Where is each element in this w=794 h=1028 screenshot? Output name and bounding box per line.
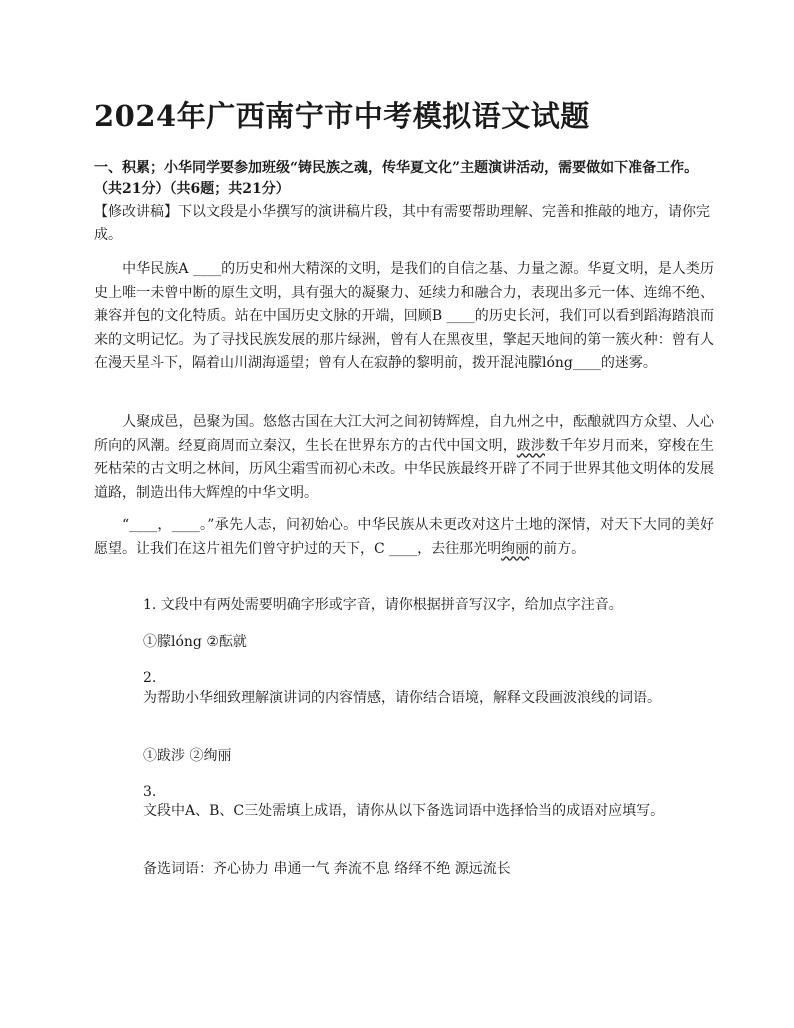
question-3-number: 3. <box>143 784 157 800</box>
question-2-number: 2. <box>143 670 157 686</box>
question-2: 为帮助小华细致理解演讲词的内容情感，请你结合语境，解释文段画波浪线的词语。 <box>143 690 661 706</box>
passage-text: “____，____。”承先人志，问初始心。中华民族从未更改对这片土地的深情，对天下大同的美好愿望。让我们在这片祖先们曾守护过的天下，C ____，去往那光明 <box>94 517 714 557</box>
passage-text: 就四方众望、人心所向的风潮。经夏商周而立秦汉，生长在世界东方的古代中国文明， <box>94 414 715 454</box>
question-3: 文段中A、B、C三处需填上成语，请你从以下备选词语中选择恰当的成语对应填写。 <box>143 803 665 819</box>
question-1: 1. 文段中有两处需要明确字形或字音，请你根据拼音写汉字，给加点字注音。 <box>143 597 623 613</box>
passage-text: 人聚成邑，邑聚为国。悠悠古国在大江大河之间初铸辉煌，自九州之中， <box>122 414 574 430</box>
passage-text: 数千年岁月而来，穿梭在生死枯荣的古文明之林间，历风尘霜雪而初心未改。中华民族最终开辟了不同于世界其他文明体的发展道路，制造出伟大辉煌的中华文明。 <box>94 437 715 501</box>
passage-text: 的前方。 <box>529 540 586 557</box>
wavy-underlined-term: 绚丽 <box>501 540 530 557</box>
passage-paragraph-2 <box>94 411 714 505</box>
question-2-items: ①跋涉 ②绚丽 <box>143 748 232 764</box>
wavy-underlined-term: 跋涉 <box>516 437 545 454</box>
marked-term: 酝酿 <box>573 414 602 430</box>
question-3-options: 备选词语：齐心协力 串通一气 奔流不息 络绎不绝 源远流长 <box>143 861 511 877</box>
section-heading: 一、积累；小华同学要参加班级“铸民族之魂，传华夏文化”主题演讲活动，需要做如下准备工作。（共21分）（共6题；共21分） <box>94 160 699 197</box>
section-intro: 【修改讲稿】下以文段是小华撰写的演讲稿片段，其中有需要帮助理解、完善和推敲的地方，请你完成。 <box>94 204 710 243</box>
passage-paragraph-1 <box>94 258 714 376</box>
question-1-items: ①朦lóng ②酝就 <box>143 634 247 650</box>
passage-paragraph-3 <box>94 514 714 561</box>
passage-text: 中华民族A ____的历史和州大精深的文明，是我们的自信之基、力量之源。华夏文明，是人类历史上唯一未曾中断的原生文明，具有强大的凝聚力、延续力和融合力，表现出多元一体、连绵不绝、兼容并包的文化特质。站在中国历史文脉的开端，回顾B ____的历史长河，我们可以看到蹈海踏浪而来的文明记忆。为了寻找民族发展的那片绿洲，曾有人在黑夜里，擎起天地间的第一簇火种：曾有人在漫天星斗下，隔着山川湖海遥望；曾有人在寂静的黎明前，拨开混沌朦lóng____的迷雾。 <box>94 261 714 371</box>
page-title: 2024年广西南宁市中考模拟语文试题 <box>94 99 590 133</box>
